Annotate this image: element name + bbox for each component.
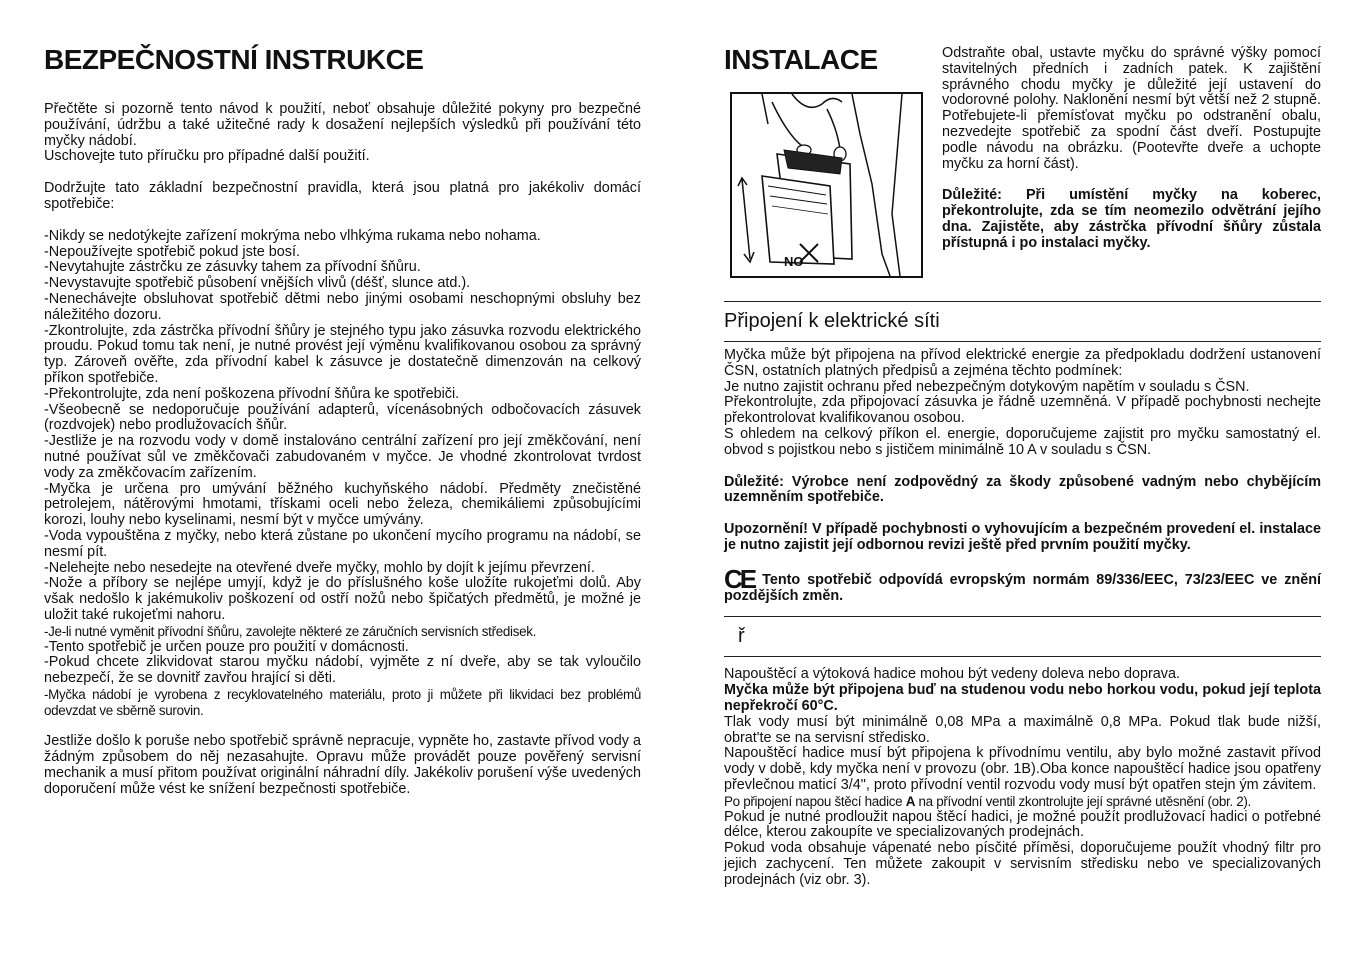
electrical-paragraph: Je nutno zajistit ochranu před nebezpečným dotykovým napětím v souladu s ČSN. (724, 378, 1250, 395)
rule-item: -Všeobecně se nedoporučuje používání adapterů, vícenásobných odbočovacích zásuvek (rozdvojek) nebo prodlužovacích šňůr. (44, 401, 641, 434)
rule-item: -Jestliže je na rozvodu vody v domě instalováno centrální zařízení pro její změkčování, není nutné používat sůl ve změkčovači zabudovaném v myčce. Je vhodné zkontrolovat tvrdost vody za změkčovacím zařízením. (44, 433, 641, 481)
rule-item: -Překontrolujte, zda není poškozena přívodní šňůra ke spotřebiči. (44, 385, 460, 402)
water-paragraph: Napouštěcí a výtoková hadice mohou být vedeny doleva nebo doprava. (724, 666, 1181, 683)
dishwasher-lifting-illustration (730, 92, 923, 278)
water-paragraph (724, 794, 1321, 810)
right-column (724, 40, 1321, 889)
rule-item: -Nevystavujte spotřebič působení vnějších vlivů (déšť, slunce atd.). (44, 275, 471, 292)
rule-item: -Nevytahujte zástrčku ze zásuvky tahem za přívodní šňůru. (44, 259, 421, 276)
electrical-paragraph: Myčka může být připojena na přívod elektrické energie za předpokladu dodržení ustanovení ČSN, ostatních platných předpisů a zejména těchto podmínek: (724, 347, 1321, 379)
rule-item: -Nože a příbory se nejlépe umyjí, když je do příslušného koše uložíte rukojeťmi dolů. Aby však nedošlo k jakémukoliv poškození od ostří nožů nebo špičatých předmětů, je možné je uložit také rukojeťmi nahoru. (44, 575, 641, 623)
water-section-title: ř (738, 625, 745, 648)
ce-compliance-note (724, 563, 1321, 605)
install-title: INSTALACE (724, 44, 878, 75)
electrical-paragraph: Překontrolujte, zda připojovací zásuvka je řádně uzemněná. V případě pochybnosti nechejte překontrolovat kvalifikovanou osobou. (724, 394, 1321, 427)
ce-compliance-text: Tento spotřebič odpovídá evropským normám 89/336/EEC, 73/23/EEC ve znění pozdějších změn. (724, 571, 1321, 604)
illustration-drawing (732, 94, 921, 276)
intro-paragraph: Přečtěte si pozorně tento návod k použití, neboť obsahuje důležité pokyny pro bezpečné používání, údržbu a také užitečné rady k dosažení nejlepších výsledků při používání této myčky nádobí. (44, 101, 641, 149)
section-divider (724, 616, 1321, 617)
install-section (724, 40, 1321, 290)
rule-item: -Tento spotřebič je určen pouze pro použití v domácnosti. (44, 638, 409, 655)
install-text-block (942, 46, 1321, 252)
water-paragraph: Tlak vody musí být minimálně 0,08 MPa a maximálně 0,8 MPa. Pokud tlak bude nižší, obrat'te se na servisní středisko. (724, 713, 1321, 746)
rule-item: -Nelehejte nebo nesedejte na otevřené dveře myčky, mohlo by dojít k jejímu převrzení. (44, 559, 595, 576)
water-temperature-note: Myčka může být připojena buď na studenou vodu nebo horkou vodu, pokud její teplota nepřekročí 60°C. (724, 682, 1321, 714)
rule-item: -Zkontrolujte, zda zástrčka přívodní šňůry je stejného typu jako zásuvka rozvodu elektrického proudu. Pokud tomu tak není, je nutné provést její výměnu kvalifikovanou osobou za správný typ. Zároveň ověřte, zda přívodní kabel k zásuvce je dostatečně dimenzován na celkový příkon spotřebiče. (44, 322, 641, 386)
left-column (44, 40, 641, 798)
no-label: NO (784, 254, 804, 269)
closing-paragraph: Jestliže došlo k poruše nebo spotřebič správně nepracuje, vypněte ho, zastavte přívod vody a žádným způsobem do něj nezasahujte. Opravu může provádět pouze pověřený servisní mechanik a musí přitom používat originální náhradní díly. Jakékoliv porušení výše uvedených doporučení může vést ke snížení bezpečnosti spotřebiče. (44, 733, 641, 797)
electrical-paragraph: S ohledem na celkový příkon el. energie, doporučujeme zajistit pro myčku samostatný el. obvod s pojistkou nebo s jističem minimálně 10 A v souladu s ČSN. (724, 425, 1321, 458)
hose-label: A (905, 793, 916, 809)
rule-item: -Myčka je určena pro umývání běžného kuchyňského nádobí. Předměty znečistěné petrolejem, nátěrovými hmotami, třískami oceli nebo železa, chemikáliemi způsobujícími korozi, louhy nebo kyselinami, nesmí být v myčce umývány. (44, 480, 641, 529)
page-title: BEZPEČNOSTNÍ INSTRUKCE (44, 44, 424, 75)
rule-item: -Nikdy se nedotýkejte zařízení mokrýma nebo vlhkýma rukama nebo nohama. (44, 227, 541, 244)
water-hose-text: na přívodní ventil zkontrolujte její správné utěsnění (obr. 2). (915, 793, 1251, 809)
water-hose-text: Po připojení napou štěcí hadice (724, 793, 906, 809)
rule-item: -Je-li nutné vyměnit přívodní šňůru, zavolejte některé ze záručních servisních středisek. (44, 623, 537, 639)
water-paragraph: Pokud voda obsahuje vápenaté nebo písčité příměsi, doporučujeme použít vhodný filtr pro jejich zachycení. Ten můžete zakoupit v servisním středisku nebo ve specializovaných prodejnách (viz obr. 3). (724, 840, 1321, 888)
rule-item: -Myčka nádobí je vyrobena z recyklovatelného materiálu, proto ji můžete při likvidaci bez problémů odevzdat ve sběrně surovin. (44, 686, 641, 718)
rules-intro: Dodržujte tato základní bezpečnostní pravidla, která jsou platná pro jakékoliv domácí spotřebiče: (44, 180, 641, 212)
install-important-note: Důležité: Při umístění myčky na koberec, překontrolujte, zda se tím neomezilo odvětrání jejího dna. Zajistěte, aby zástrčka přívodní šňůry zůstala přístupná i po instalaci myčky. (942, 187, 1321, 251)
section-divider (724, 301, 1321, 302)
install-instructions: Odstraňte obal, ustavte myčku do správné výšky pomocí stavitelných předních i zadních patek. K zajištění správného chodu myčky je důležité její ustavení do vodorovné polohy. Naklonění nesmí být větší než 2 stupně. Potřebujete-li přemísťovat myčku po odstranění obalu, nezvedejte spotřebič za spodní část dveří. Postupujte podle návodu na obrázku. (Pootevřte dveře a uchopte myčku za horní část). (942, 45, 1321, 172)
rule-item: -Pokud chcete zlikvidovat starou myčku nádobí, vyjměte z ní dveře, aby se tak vyloučilo nebezpečí, že se dovnitř zavřou hrající si děti. (44, 654, 641, 687)
electrical-warning: Upozornění! V případě pochybnosti o vyhovujícím a bezpečném provedení el. instalace je nutno zajistit její odbornou revizi ještě před prvním použití myčky. (724, 521, 1321, 553)
rule-item: -Nepoužívejte spotřebič pokud jste bosí. (44, 243, 300, 260)
electrical-section-title: Připojení k elektrické síti (724, 310, 940, 332)
water-paragraph: Pokud je nutné prodloužit napou štěcí hadici, je možné použít prodlužovací hadici o potřebné délce, kterou zakoupíte ve specializovaných prodejnách. (724, 808, 1321, 841)
water-paragraph: Napouštěcí hadice musí být připojena k přívodnímu ventilu, aby bylo možné zastavit přívod vody v době, kdy myčka není v provozu (obr. 1B).Oba konce napouštěcí hadice jsou opatřeny převlečnou maticí 3/4", proto přívodní ventil rozvodu vody musí být opatřen stejn ým závitem. (724, 745, 1321, 793)
ce-mark-icon: CE (724, 563, 755, 594)
keep-manual-note: Uschovejte tuto příručku pro případné další použití. (44, 148, 370, 165)
rule-item: -Nenechávejte obsluhovat spotřebič dětmi nebo jinými osobami neschopnými obsluhy bez náležitého dozoru. (44, 290, 641, 323)
rule-item: -Voda vypouštěna z myčky, nebo která zůstane po ukončení mycího programu na nádobí, se nesmí pít. (44, 527, 641, 560)
electrical-important-note: Důležité: Výrobce není zodpovědný za škody způsobené vadným nebo chybějícím uzemněním spotřebiče. (724, 473, 1321, 506)
